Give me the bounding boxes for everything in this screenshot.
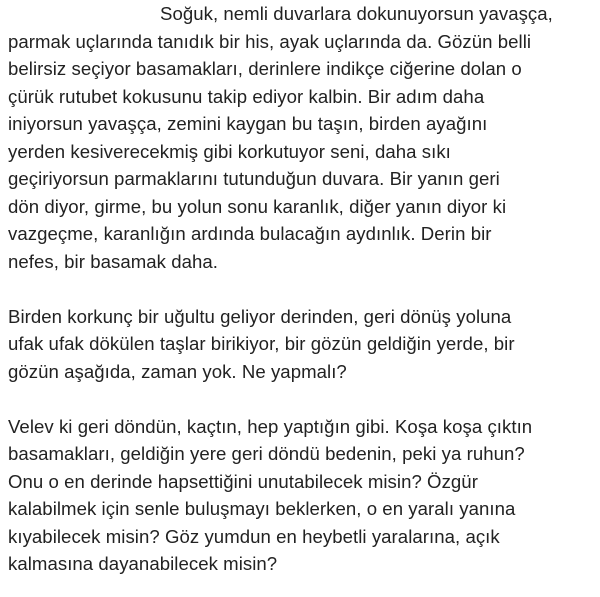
text-line: Soğuk, nemli duvarlara dokunuyorsun yavaşça, (160, 3, 553, 24)
text-line: belirsiz seçiyor basamakları, derinlere indikçe ciğerine dolan o (8, 58, 522, 79)
text-line: dön diyor, girme, bu yolun sonu karanlık, diğer yanın diyor ki (8, 195, 507, 217)
paragraph-1 (8, 0, 598, 275)
text-line: Birden korkunç bir uğultu geliyor derinden, geri dönüş yoluna (8, 305, 512, 327)
paragraph-2 (8, 303, 598, 386)
text-line: basamakları, geldiğin yere geri döndü bedenin, peki ya ruhun? (8, 443, 525, 464)
paragraph-gap (8, 385, 598, 413)
text-line: vazgeçme, karanlığın ardında bulacağın aydınlık. Derin bir (8, 223, 492, 244)
text-line: ufak ufak dökülen taşlar birikiyor, bir gözün geldiğin yerde, bir (8, 333, 515, 354)
text-line: kalabilmek için senle buluşmayı beklerken, o en yaralı yanına (8, 498, 516, 519)
paragraph-3 (8, 413, 598, 578)
text-line: kalmasına dayanabilecek misin? (8, 553, 278, 574)
text-line: Velev ki geri döndün, kaçtın, hep yaptığın gibi. Koşa koşa çıktın (8, 415, 533, 437)
text-line: geçiriyorsun parmaklarını tutunduğun duvara. Bir yanın geri (8, 168, 500, 189)
text-line: kıyabilecek misin? Göz yumdun en heybetli yaralarına, açık (8, 525, 500, 547)
text-line: gözün aşağıda, zaman yok. Ne yapmalı? (8, 360, 347, 382)
text-line: çürük rutubet kokusunu takip ediyor kalbin. Bir adım daha (8, 85, 485, 107)
document-text (8, 0, 598, 578)
text-line: parmak uçlarında tanıdık bir his, ayak uçlarında da. Gözün belli (8, 30, 532, 52)
text-line: iniyorsun yavaşça, zemini kaygan bu taşın, birden ayağını (8, 113, 488, 134)
text-line: Onu o en derinde hapsettiğini unutabilecek misin? Özgür (8, 470, 478, 492)
text-line: nefes, bir basamak daha. (8, 250, 218, 272)
text-line: yerden kesiverecekmiş gibi korkutuyor seni, daha sıkı (8, 140, 451, 162)
paragraph-gap (8, 275, 598, 303)
